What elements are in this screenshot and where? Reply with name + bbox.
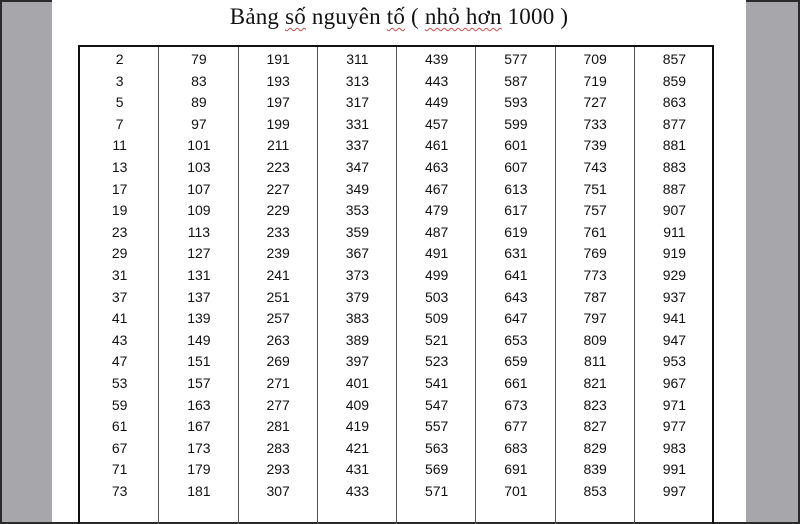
table-cell: 31 [111, 267, 128, 283]
title-part-spellcheck: số [285, 4, 306, 29]
table-cell: 563 [424, 439, 449, 456]
table-cell: 307 [266, 483, 290, 499]
table-cell: 751 [583, 180, 607, 197]
title-part-spellcheck: nhỏ hơn [424, 4, 502, 29]
table-cell: 487 [424, 223, 449, 240]
table-cell: 641 [504, 267, 528, 283]
table-cell: 197 [266, 94, 290, 111]
table-cell: 673 [504, 396, 528, 413]
table-cell: 17 [111, 180, 128, 197]
table-cell: 811 [583, 353, 607, 370]
table-column [159, 47, 238, 524]
table-cell: 971 [662, 396, 687, 413]
table-cell: 719 [583, 72, 607, 89]
table-cell: 151 [187, 353, 211, 370]
table-cell: 211 [266, 137, 290, 154]
table-cell: 593 [504, 94, 528, 111]
table-cell: 449 [424, 94, 449, 111]
table-cell: 863 [662, 94, 687, 111]
table-cell: 251 [266, 288, 290, 305]
table-cell: 97 [191, 115, 207, 132]
table-cell: 757 [583, 202, 607, 219]
table-cell: 29 [111, 245, 128, 262]
table-cell: 577 [504, 51, 528, 67]
document-title [52, 4, 746, 30]
table-cell: 919 [662, 245, 687, 262]
table-cell: 233 [266, 223, 290, 240]
title-part-spellcheck: tố [386, 4, 406, 29]
table-cell: 293 [266, 461, 290, 478]
table-cell: 743 [583, 159, 607, 175]
title-part: ( [405, 4, 425, 29]
table-cell: 557 [424, 418, 449, 435]
table-cell: 661 [504, 375, 528, 391]
table-cell: 571 [424, 483, 449, 499]
table-column [556, 47, 635, 524]
table-cell: 409 [345, 396, 370, 413]
table-cell: 421 [345, 439, 370, 456]
table-column [476, 47, 555, 524]
table-cell: 739 [583, 137, 607, 154]
table-cell: 569 [424, 461, 449, 478]
table-cell: 887 [662, 180, 687, 197]
table-cell: 547 [424, 396, 449, 413]
table-cell: 181 [187, 483, 211, 499]
table-cell: 7 [115, 115, 124, 132]
table-cell: 347 [345, 159, 370, 175]
table-cell: 349 [345, 180, 370, 197]
table-column [318, 47, 397, 524]
table-cell: 131 [187, 267, 211, 283]
title-part: 1000 ) [501, 4, 569, 29]
table-cell: 443 [424, 72, 449, 89]
table-cell: 311 [346, 51, 369, 67]
table-cell: 929 [662, 267, 687, 283]
table-cell: 397 [345, 353, 370, 370]
table-cell: 239 [266, 245, 290, 262]
table-cell: 859 [662, 72, 687, 89]
table-cell: 101 [187, 137, 211, 154]
table-cell: 127 [187, 245, 211, 262]
table-cell: 727 [583, 94, 607, 111]
table-cell: 173 [187, 439, 211, 456]
table-cell: 73 [111, 483, 128, 499]
table-cell: 367 [345, 245, 370, 262]
table-cell: 941 [662, 310, 687, 327]
prime-table [78, 45, 714, 524]
table-column [635, 47, 714, 524]
table-cell: 617 [504, 202, 528, 219]
table-cell: 23 [111, 223, 128, 240]
table-cell: 467 [424, 180, 449, 197]
table-cell: 967 [662, 375, 687, 391]
table-cell: 419 [345, 418, 370, 435]
table-cell: 401 [345, 375, 370, 391]
table-cell: 257 [266, 310, 290, 327]
table-cell: 89 [191, 94, 207, 111]
table-cell: 439 [424, 51, 449, 67]
table-cell: 839 [583, 461, 607, 478]
table-cell: 3 [115, 72, 124, 89]
table-cell: 659 [504, 353, 528, 370]
table-cell: 619 [504, 223, 528, 240]
table-column [239, 47, 318, 524]
table-cell: 2 [115, 51, 124, 67]
table-cell: 733 [583, 115, 607, 132]
table-cell: 137 [187, 288, 211, 305]
table-cell: 313 [345, 72, 370, 89]
table-cell: 709 [583, 51, 607, 67]
table-cell: 59 [111, 396, 128, 413]
table-cell: 787 [583, 288, 607, 305]
table-cell: 691 [504, 461, 528, 478]
table-cell: 47 [111, 353, 128, 370]
table-cell: 61 [111, 418, 128, 435]
table-cell: 947 [662, 331, 687, 348]
table-cell: 479 [424, 202, 449, 219]
table-cell: 359 [345, 223, 370, 240]
title-part: nguyên [305, 4, 387, 29]
table-cell: 823 [583, 396, 607, 413]
table-cell: 587 [504, 72, 528, 89]
table-cell: 911 [663, 223, 686, 240]
table-cell: 521 [424, 331, 449, 348]
table-cell: 829 [583, 439, 607, 456]
table-cell: 491 [424, 245, 449, 262]
table-cell: 11 [112, 137, 127, 154]
table-cell: 103 [187, 159, 211, 175]
table-cell: 193 [266, 72, 290, 89]
table-cell: 599 [504, 115, 528, 132]
table-cell: 167 [187, 418, 211, 435]
table-cell: 271 [266, 375, 290, 391]
table-cell: 877 [662, 115, 687, 132]
table-cell: 13 [111, 159, 128, 175]
table-cell: 461 [424, 137, 449, 154]
table-cell: 337 [345, 137, 370, 154]
table-cell: 631 [504, 245, 528, 262]
table-cell: 431 [345, 461, 370, 478]
table-cell: 19 [111, 202, 128, 219]
table-cell: 761 [583, 223, 607, 240]
table-cell: 379 [345, 288, 370, 305]
title-part: Bảng [229, 4, 286, 29]
table-cell: 607 [504, 159, 528, 175]
table-cell: 977 [662, 418, 687, 435]
table-cell: 883 [662, 159, 687, 175]
table-cell: 499 [424, 267, 449, 283]
document-page [52, 0, 746, 522]
table-cell: 79 [191, 51, 207, 67]
table-cell: 907 [662, 202, 687, 219]
table-cell: 701 [504, 483, 528, 499]
table-cell: 199 [266, 115, 290, 132]
table-cell: 373 [345, 267, 370, 283]
table-cell: 433 [345, 483, 370, 499]
table-cell: 827 [583, 418, 607, 435]
table-cell: 331 [345, 115, 370, 132]
table-cell: 383 [345, 310, 370, 327]
table-cell: 389 [345, 331, 370, 348]
table-cell: 457 [424, 115, 449, 132]
table-cell: 601 [504, 137, 528, 154]
table-cell: 317 [345, 94, 370, 111]
table-cell: 41 [111, 310, 128, 327]
table-cell: 113 [187, 223, 211, 240]
table-cell: 523 [424, 353, 449, 370]
table-cell: 683 [504, 439, 528, 456]
table-cell: 991 [662, 461, 687, 478]
table-cell: 643 [504, 288, 528, 305]
table-cell: 269 [266, 353, 290, 370]
table-cell: 107 [187, 180, 211, 197]
table-cell: 613 [504, 180, 528, 197]
table-cell: 5 [115, 94, 124, 111]
table-cell: 647 [504, 310, 528, 327]
table-cell: 179 [187, 461, 211, 478]
table-cell: 353 [345, 202, 370, 219]
table-column [397, 47, 476, 524]
table-cell: 43 [111, 331, 128, 348]
table-cell: 821 [583, 375, 607, 391]
table-cell: 881 [662, 137, 687, 154]
table-cell: 463 [424, 159, 449, 175]
table-cell: 809 [583, 331, 607, 348]
table-cell: 281 [266, 418, 290, 435]
table-cell: 857 [662, 51, 687, 67]
table-cell: 983 [662, 439, 687, 456]
table-cell: 163 [187, 396, 211, 413]
table-cell: 797 [583, 310, 607, 327]
table-cell: 277 [266, 396, 290, 413]
table-cell: 139 [187, 310, 211, 327]
table-cell: 37 [111, 288, 128, 305]
table-cell: 541 [424, 375, 449, 391]
table-cell: 157 [187, 375, 211, 391]
table-cell: 653 [504, 331, 528, 348]
table-cell: 53 [111, 375, 128, 391]
table-cell: 191 [266, 51, 290, 67]
table-cell: 283 [266, 439, 290, 456]
table-cell: 71 [111, 461, 128, 478]
table-cell: 263 [266, 331, 290, 348]
table-cell: 677 [504, 418, 528, 435]
table-cell: 853 [583, 483, 607, 499]
table-cell: 227 [266, 180, 290, 197]
table-cell: 773 [583, 267, 607, 283]
table-cell: 503 [424, 288, 449, 305]
table-cell: 953 [662, 353, 687, 370]
table-cell: 937 [662, 288, 687, 305]
table-cell: 229 [266, 202, 290, 219]
table-cell: 509 [424, 310, 449, 327]
table-cell: 67 [111, 439, 128, 456]
table-cell: 997 [662, 483, 687, 499]
table-cell: 241 [266, 267, 290, 283]
table-cell: 769 [583, 245, 607, 262]
table-cell: 83 [191, 72, 207, 89]
table-cell: 149 [187, 331, 211, 348]
table-cell: 109 [187, 202, 211, 219]
table-cell: 223 [266, 159, 290, 175]
table-column [80, 47, 159, 524]
